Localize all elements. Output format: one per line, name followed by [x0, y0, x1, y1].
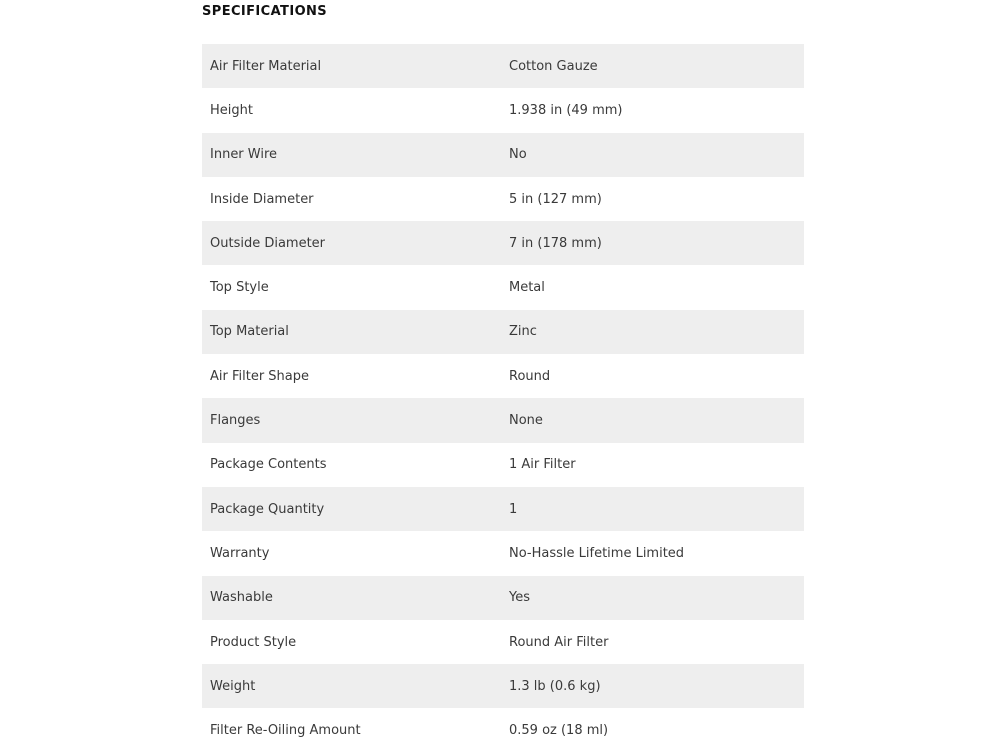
spec-row-package-contents: [202, 443, 804, 487]
spec-value: 0.59 oz (18 ml): [509, 723, 609, 739]
spec-value: No: [509, 147, 527, 163]
spec-value: Round: [509, 368, 551, 384]
spec-label: Filter Re-Oiling Amount: [210, 723, 361, 739]
spec-label: Weight: [210, 678, 256, 694]
spec-row-weight: [202, 664, 804, 708]
spec-row-package-quantity: [202, 487, 804, 531]
spec-label: Package Quantity: [210, 501, 325, 517]
spec-label: Outside Diameter: [210, 235, 326, 251]
spec-value: Cotton Gauze: [509, 58, 598, 74]
spec-row-inside-diameter: [202, 177, 804, 221]
spec-row-product-style: [202, 620, 804, 664]
spec-row-height: [202, 88, 804, 132]
spec-row-top-material: [202, 310, 804, 354]
spec-label: Package Contents: [210, 457, 327, 473]
spec-value: Metal: [509, 280, 545, 296]
spec-label: Air Filter Shape: [210, 368, 310, 384]
specifications-table: [202, 44, 804, 750]
spec-label: Top Material: [210, 324, 289, 340]
spec-row-inner-wire: [202, 133, 804, 177]
spec-row-air-filter-material: [202, 44, 804, 88]
spec-label: Air Filter Material: [210, 58, 322, 74]
spec-value: 7 in (178 mm): [509, 235, 602, 251]
spec-value: 1.938 in (49 mm): [509, 102, 623, 118]
spec-value: Round Air Filter: [509, 634, 609, 650]
spec-value: No-Hassle Lifetime Limited: [509, 545, 685, 561]
spec-value: 1: [509, 501, 518, 517]
spec-value: 5 in (127 mm): [509, 191, 602, 207]
spec-label: Warranty: [210, 545, 270, 561]
spec-value: 1.3 lb (0.6 kg): [509, 678, 601, 694]
spec-value: Yes: [509, 590, 530, 606]
spec-row-air-filter-shape: [202, 354, 804, 398]
spec-label: Top Style: [210, 280, 269, 296]
spec-row-outside-diameter: [202, 221, 804, 265]
spec-value: 1 Air Filter: [509, 457, 576, 473]
spec-label: Washable: [210, 590, 273, 606]
spec-label: Flanges: [210, 413, 261, 429]
spec-row-warranty: [202, 531, 804, 575]
spec-row-top-style: [202, 265, 804, 309]
spec-row-filter-re-oiling-amount: [202, 708, 804, 750]
section-heading: SPECIFICATIONS: [202, 4, 328, 19]
spec-value: Zinc: [509, 324, 537, 340]
spec-label: Product Style: [210, 634, 297, 650]
spec-label: Height: [210, 102, 253, 118]
spec-value: None: [509, 413, 543, 429]
spec-label: Inside Diameter: [210, 191, 314, 207]
spec-label: Inner Wire: [210, 147, 278, 163]
spec-row-washable: [202, 576, 804, 620]
spec-row-flanges: [202, 398, 804, 442]
